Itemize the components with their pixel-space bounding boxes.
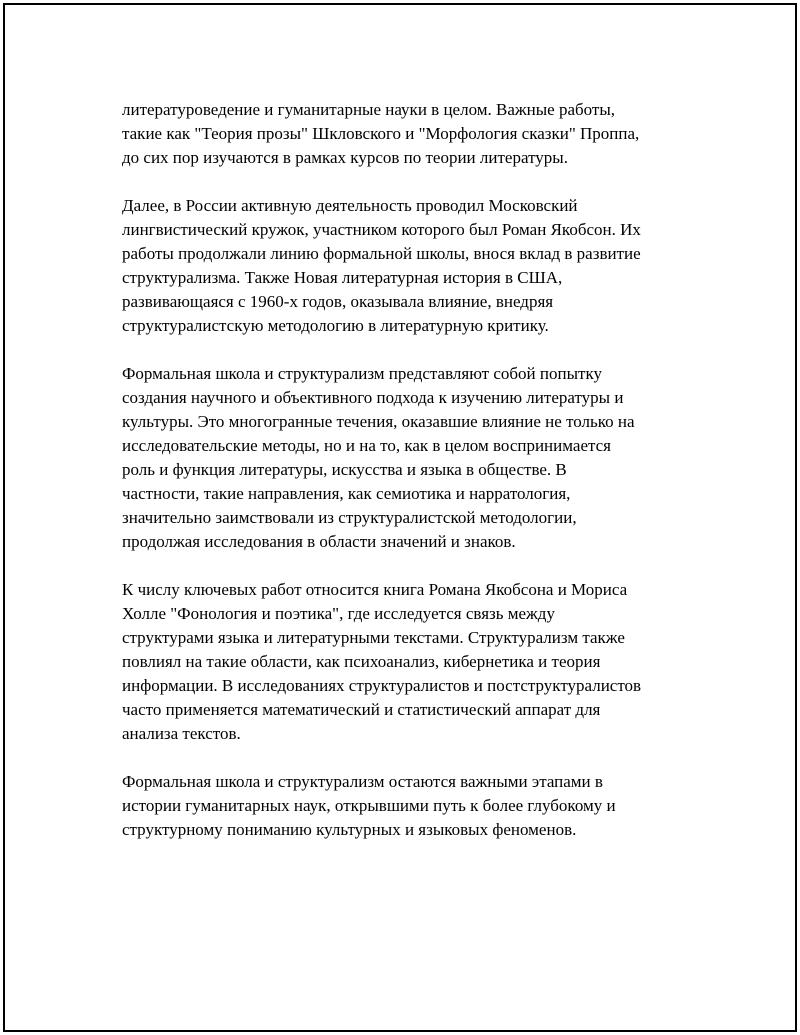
paragraph-line: часто применяется математический и статистический аппарат для	[122, 700, 601, 719]
paragraph-line: Далее, в России активную деятельность проводил Московский	[122, 196, 578, 215]
paragraph-line: структурному пониманию культурных и языковых феноменов.	[122, 820, 577, 839]
paragraph-line: литературоведение и гуманитарные науки в целом. Важные работы,	[122, 100, 616, 119]
paragraph-line: работы продолжали линию формальной школы, внося вклад в развитие	[122, 244, 641, 263]
paragraph-line: развивающаяся с 1960-х годов, оказывала влияние, внедряя	[122, 292, 554, 311]
paragraph-line: истории гуманитарных наук, открывшими путь к более глубокому и	[122, 796, 616, 815]
paragraph-line: анализа текстов.	[122, 724, 241, 743]
paragraph-line: структуралистскую методологию в литературную критику.	[122, 316, 549, 335]
paragraph-line: Холле "Фонология и поэтика", где исследуется связь между	[122, 604, 555, 623]
paragraph-line: К числу ключевых работ относится книга Романа Якобсона и Мориса	[122, 580, 628, 599]
paragraph-line: информации. В исследованиях структуралистов и постструктуралистов	[122, 676, 642, 695]
page-frame	[3, 3, 797, 1032]
paragraph-line: Формальная школа и структурализм представляют собой попытку	[122, 364, 602, 383]
paragraph-line: частности, такие направления, как семиотика и нарратология,	[122, 484, 571, 503]
paragraph-line: повлиял на такие области, как психоанализ, кибернетика и теория	[122, 652, 601, 671]
paragraph-line: Формальная школа и структурализм остаются важными этапами в	[122, 772, 603, 791]
paragraph-line: исследовательские методы, но и на то, как в целом воспринимается	[122, 436, 611, 455]
paragraph-4	[122, 578, 682, 746]
paragraph-line: создания научного и объективного подхода к изучению литературы и	[122, 388, 624, 407]
paragraph-line: лингвистический кружок, участником которого был Роман Якобсон. Их	[122, 220, 641, 239]
paragraph-line: культуры. Это многогранные течения, оказавшие влияние не только на	[122, 412, 635, 431]
paragraph-2	[122, 194, 682, 338]
paragraph-line: до сих пор изучаются в рамках курсов по теории литературы.	[122, 148, 568, 167]
document-body	[122, 98, 682, 866]
paragraph-line: такие как "Теория прозы" Шкловского и "Морфология сказки" Проппа,	[122, 124, 640, 143]
paragraph-1	[122, 98, 682, 170]
paragraph-5	[122, 770, 682, 842]
paragraph-line: структурализма. Также Новая литературная история в США,	[122, 268, 563, 287]
paragraph-line: значительно заимствовали из структуралистской методологии,	[122, 508, 577, 527]
paragraph-line: продолжая исследования в области значений и знаков.	[122, 532, 516, 551]
paragraph-3	[122, 362, 682, 554]
paragraph-line: структурами языка и литературными текстами. Структурализм также	[122, 628, 625, 647]
paragraph-line: роль и функция литературы, искусства и языка в обществе. В	[122, 460, 567, 479]
